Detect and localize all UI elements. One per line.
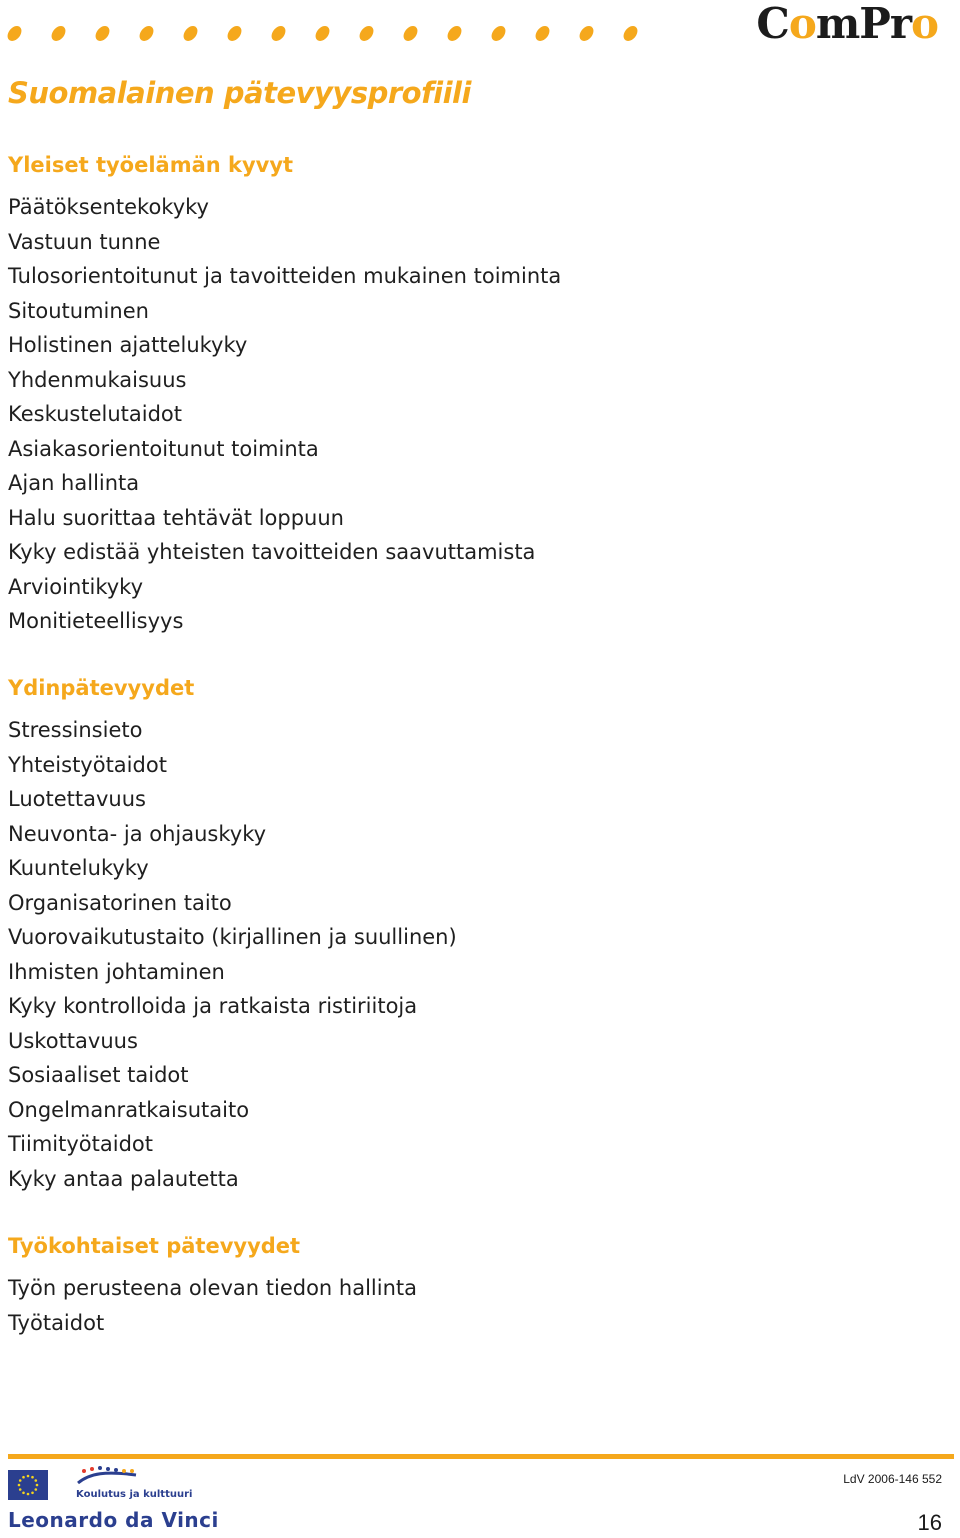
competence-item: Luotettavuus xyxy=(8,787,146,811)
competence-item: Uskottavuus xyxy=(8,1028,138,1053)
competence-item: Kyky antaa palautetta xyxy=(8,1166,239,1191)
competence-item: Vuorovaikutustaito (kirjallinen ja suullinen) xyxy=(8,925,457,949)
section-job-specific-competences xyxy=(8,1231,417,1340)
competence-item: Kyky kontrolloida ja ratkaista ristiriitoja xyxy=(8,994,418,1018)
competence-item: Sosiaaliset taidot xyxy=(8,1063,189,1087)
competence-item: Työn perusteena olevan tiedon hallinta xyxy=(8,1276,418,1300)
program-name: Leonardo da Vinci xyxy=(8,1508,219,1532)
decorative-dot xyxy=(138,26,156,41)
decorative-dot xyxy=(578,26,596,41)
section-heading: Työkohtaiset pätevyydet xyxy=(8,1234,301,1258)
competence-item: Monitieteellisyys xyxy=(8,609,184,633)
competence-item: Ihmisten johtaminen xyxy=(8,959,225,984)
competence-item: Yhdenmukaisuus xyxy=(8,367,187,392)
decorative-dot xyxy=(402,26,420,41)
page-number: 16 xyxy=(917,1510,942,1535)
program-tagline: Koulutus ja kulttuuri xyxy=(76,1489,193,1500)
decorative-dot xyxy=(622,26,640,41)
decorative-dot-row xyxy=(8,26,640,44)
competence-item: Työtaidot xyxy=(8,1310,105,1335)
competence-item: Päätöksentekokyky xyxy=(8,195,209,219)
footer-divider xyxy=(8,1454,954,1459)
decorative-dot xyxy=(490,26,508,41)
competence-item: Neuvonta- ja ohjauskyky xyxy=(8,821,267,846)
competence-item: Tulosorientoitunut ja tavoitteiden mukainen toiminta xyxy=(8,264,562,288)
document-reference: LdV 2006-146 552 xyxy=(843,1472,942,1486)
section-heading: Yleiset työelämän kyvyt xyxy=(8,153,294,177)
competence-list xyxy=(8,713,457,1196)
section-heading: Ydinpätevyydet xyxy=(8,676,195,700)
competence-item: Keskustelutaidot xyxy=(8,402,182,426)
competence-item: Kuuntelukyky xyxy=(8,856,149,880)
competence-item: Kyky edistää yhteisten tavoitteiden saavuttamista xyxy=(8,540,536,564)
section-general-skills xyxy=(8,150,561,639)
competence-item: Halu suorittaa tehtävät loppuun xyxy=(8,505,344,530)
competence-item: Holistinen ajattelukyky xyxy=(8,333,248,357)
leonardo-swoosh-icon xyxy=(76,1465,140,1487)
competence-item: Organisatorinen taito xyxy=(8,890,232,915)
competence-item: Stressinsieto xyxy=(8,718,143,742)
competence-list xyxy=(8,190,561,639)
page-title: Suomalainen pätevyysprofiili xyxy=(8,76,471,110)
competence-item: Tiimityötaidot xyxy=(8,1132,154,1156)
competence-item: Asiakasorientoitunut toiminta xyxy=(8,436,319,461)
competence-item: Yhteistyötaidot xyxy=(8,752,167,777)
competence-item: Ongelmanratkaisutaito xyxy=(8,1097,250,1122)
competence-item: Ajan hallinta xyxy=(8,471,140,495)
decorative-dot xyxy=(6,26,24,41)
compro-logo: ComPro xyxy=(756,0,938,48)
section-core-competences xyxy=(8,673,457,1196)
competence-item: Arviointikyky xyxy=(8,574,144,599)
decorative-dot xyxy=(270,26,288,41)
competence-item: Sitoutuminen xyxy=(8,298,149,323)
decorative-dot xyxy=(182,26,200,41)
decorative-dot xyxy=(314,26,332,41)
competence-item: Vastuun tunne xyxy=(8,229,161,254)
decorative-dot xyxy=(226,26,244,41)
decorative-dot xyxy=(94,26,112,41)
decorative-dot xyxy=(50,26,68,41)
eu-flag-icon xyxy=(8,1470,48,1500)
decorative-dot xyxy=(534,26,552,41)
decorative-dot xyxy=(358,26,376,41)
competence-list xyxy=(8,1271,417,1340)
decorative-dot xyxy=(446,26,464,41)
